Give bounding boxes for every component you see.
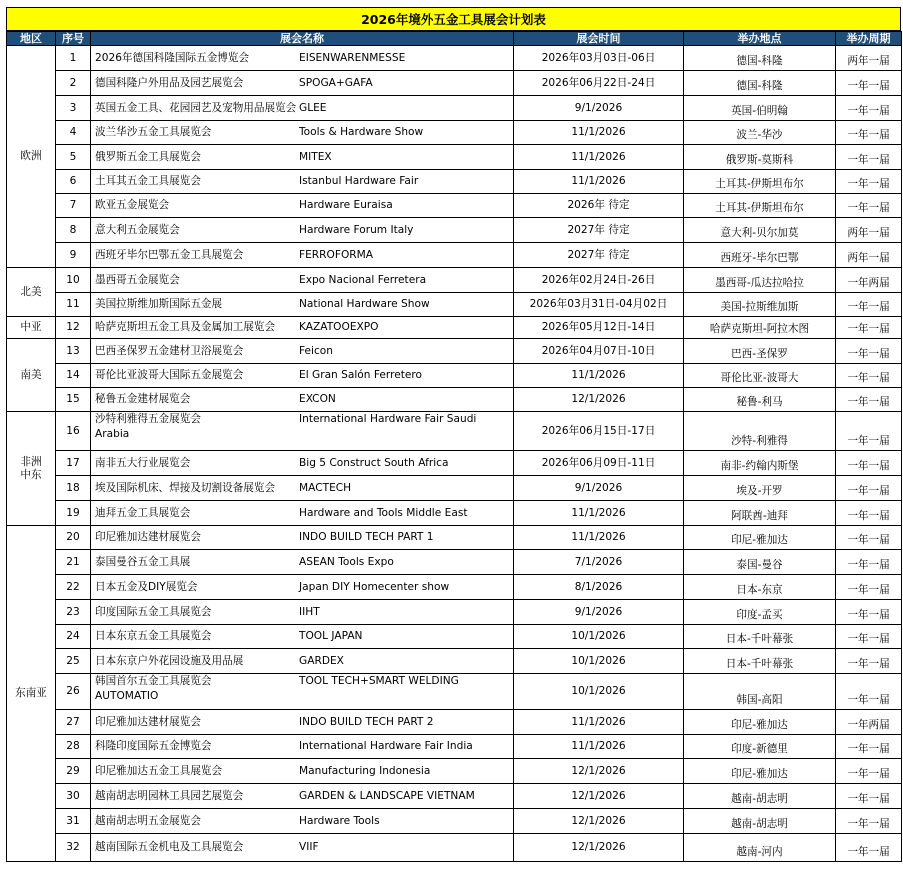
exhibition-name	[91, 96, 514, 121]
exhibition-cycle: 一年一届	[836, 339, 902, 364]
exhibition-time: 10/1/2026	[514, 625, 684, 649]
exhibition-location: 印尼-雅加达	[684, 710, 836, 735]
exhibition-name-cn: 意大利五金展览会	[95, 223, 180, 236]
exhibition-name-en: SPOGA+GAFA	[299, 76, 373, 89]
exhibition-location: 德国-科隆	[684, 46, 836, 71]
exhibition-name-en: KAZATOOEXPO	[299, 321, 379, 333]
table-body	[7, 46, 902, 862]
exhibition-cycle: 一年一届	[836, 526, 902, 550]
exhibition-time: 12/1/2026	[514, 784, 684, 809]
exhibition-location: 土耳其-伊斯坦布尔	[684, 194, 836, 218]
exhibition-cycle: 一年一届	[836, 476, 902, 501]
exhibition-name-en: Manufacturing Indonesia	[299, 764, 431, 777]
exhibition-location: 印度-新德里	[684, 735, 836, 759]
exhibition-time: 2027年 待定	[514, 218, 684, 243]
exhibition-time: 2026年02月24日-26日	[514, 268, 684, 293]
exhibition-cycle: 一年一届	[836, 451, 902, 476]
exhibition-name	[91, 194, 514, 218]
table-row	[7, 364, 902, 388]
exhibition-location: 德国-科隆	[684, 71, 836, 96]
exhibition-cycle: 一年一届	[836, 784, 902, 809]
row-number: 1	[56, 46, 91, 71]
table-row	[7, 710, 902, 735]
exhibition-name-cn: 南非五大行业展览会	[95, 456, 191, 469]
exhibition-name-cn: 土耳其五金工具展览会	[95, 175, 201, 187]
row-number: 3	[56, 96, 91, 121]
table-row	[7, 121, 902, 145]
exhibition-cycle: 一年两届	[836, 268, 902, 293]
exhibition-name-cn: 美国拉斯维加斯国际五金展	[95, 298, 223, 310]
exhibition-name-en: Tools & Hardware Show	[299, 126, 424, 138]
exhibition-location: 日本-千叶幕张	[684, 649, 836, 674]
row-number: 26	[56, 674, 91, 710]
row-number: 21	[56, 550, 91, 575]
exhibition-time: 2026年03月31日-04月02日	[514, 293, 684, 317]
exhibition-name-en: IIHT	[299, 605, 320, 618]
exhibition-name	[91, 243, 514, 268]
exhibition-cycle: 一年一届	[836, 71, 902, 96]
exhibition-cycle: 一年一届	[836, 364, 902, 388]
exhibition-location: 印尼-雅加达	[684, 526, 836, 550]
exhibition-cycle: 一年一届	[836, 170, 902, 194]
exhibition-time: 11/1/2026	[514, 526, 684, 550]
exhibition-cycle: 一年一届	[836, 501, 902, 526]
exhibition-location: 泰国-曼谷	[684, 550, 836, 575]
exhibition-name-en: GARDEX	[299, 654, 344, 667]
exhibition-name	[91, 575, 514, 600]
exhibition-name-cn: 2026年德国科隆国际五金博览会	[95, 51, 250, 64]
exhibition-name	[91, 71, 514, 96]
exhibition-name-en: El Gran Salón Ferretero	[299, 369, 422, 381]
exhibition-time: 9/1/2026	[514, 600, 684, 625]
exhibition-location: 秘鲁-利马	[684, 388, 836, 412]
row-number: 15	[56, 388, 91, 412]
header-row	[7, 32, 902, 46]
exhibition-name-cn: 越南国际五金机电及工具展览会	[95, 841, 244, 853]
exhibition-time: 2026年06月09日-11日	[514, 451, 684, 476]
exhibition-time: 11/1/2026	[514, 735, 684, 759]
exhibition-time: 11/1/2026	[514, 145, 684, 170]
exhibition-time: 7/1/2026	[514, 550, 684, 575]
exhibition-time: 2026年05月12日-14日	[514, 317, 684, 339]
row-number: 9	[56, 243, 91, 268]
exhibition-name-cn: 秘鲁五金建材展览会	[95, 393, 191, 405]
exhibition-name	[91, 550, 514, 575]
row-number: 14	[56, 364, 91, 388]
exhibition-name-en: GLEE	[299, 101, 327, 114]
exhibition-name-cn: 俄罗斯五金工具展览会	[95, 150, 201, 163]
table-row	[7, 46, 902, 71]
exhibition-time: 2026年04月07日-10日	[514, 339, 684, 364]
table-row	[7, 268, 902, 293]
table-row	[7, 784, 902, 809]
row-number: 11	[56, 293, 91, 317]
table-row	[7, 625, 902, 649]
exhibition-name	[91, 364, 514, 388]
table-row	[7, 194, 902, 218]
table-row	[7, 674, 902, 710]
exhibition-name	[91, 317, 514, 339]
table-row	[7, 451, 902, 476]
row-number: 31	[56, 809, 91, 834]
exhibition-name	[91, 451, 514, 476]
row-number: 17	[56, 451, 91, 476]
table-row	[7, 735, 902, 759]
exhibition-name-cn: 日本东京五金工具展览会	[95, 630, 212, 642]
table-row	[7, 71, 902, 96]
header-region: 地区	[7, 32, 56, 46]
region-cell: 东南亚	[7, 526, 56, 862]
table-row	[7, 243, 902, 268]
exhibition-name	[91, 600, 514, 625]
exhibition-location: 哈萨克斯坦-阿拉木图	[684, 317, 836, 339]
exhibition-name-cn: 泰国曼谷五金工具展	[95, 555, 191, 568]
exhibition-name-cn: 迪拜五金工具展览会	[95, 506, 191, 519]
exhibition-name-en: INDO BUILD TECH PART 2	[299, 715, 434, 728]
exhibition-name-cn: 印尼雅加达五金工具展览会	[95, 764, 223, 777]
table-row	[7, 649, 902, 674]
table-row	[7, 501, 902, 526]
exhibition-location: 土耳其-伊斯坦布尔	[684, 170, 836, 194]
header-name: 展会名称	[91, 32, 514, 46]
table-row	[7, 526, 902, 550]
exhibition-name-cn: 越南胡志明五金展览会	[95, 814, 201, 827]
exhibition-name-cn: 韩国首尔五金工具展览会	[95, 675, 212, 687]
exhibition-cycle: 一年一届	[836, 625, 902, 649]
table-row	[7, 218, 902, 243]
exhibition-name-cn: 西班牙毕尔巴鄂五金工具展览会	[95, 248, 244, 261]
header-cycle: 举办周期	[836, 32, 902, 46]
row-number: 23	[56, 600, 91, 625]
exhibition-cycle: 一年一届	[836, 600, 902, 625]
exhibition-location: 越南-河内	[684, 834, 836, 862]
exhibition-name	[91, 784, 514, 809]
exhibition-location: 印尼-雅加达	[684, 759, 836, 784]
exhibition-location: 巴西-圣保罗	[684, 339, 836, 364]
row-number: 25	[56, 649, 91, 674]
table-row	[7, 170, 902, 194]
row-number: 30	[56, 784, 91, 809]
exhibition-cycle: 一年一届	[836, 293, 902, 317]
exhibition-name	[91, 268, 514, 293]
exhibition-name-en: TOOL TECH+SMART WELDING	[299, 675, 459, 687]
exhibition-cycle: 一年一届	[836, 121, 902, 145]
row-number: 20	[56, 526, 91, 550]
exhibition-name	[91, 388, 514, 412]
exhibition-name-cn: 越南胡志明园林工具园艺展览会	[95, 789, 244, 802]
row-number: 22	[56, 575, 91, 600]
exhibition-name-en: EXCON	[299, 393, 336, 405]
row-number: 18	[56, 476, 91, 501]
exhibition-name	[91, 809, 514, 834]
exhibition-location: 越南-胡志明	[684, 784, 836, 809]
region-cell: 欧洲	[7, 46, 56, 268]
exhibition-name-en: Hardware Tools	[299, 814, 380, 827]
row-number: 28	[56, 735, 91, 759]
exhibition-location: 阿联酋-迪拜	[684, 501, 836, 526]
exhibition-name-cn: 墨西哥五金展览会	[95, 273, 180, 286]
exhibition-time: 2026年 待定	[514, 194, 684, 218]
exhibition-name	[91, 759, 514, 784]
exhibition-name-cn: 英国五金工具、花园园艺及宠物用品展览会	[95, 101, 297, 114]
exhibition-name-cn: 科隆印度国际五金博览会	[95, 740, 212, 752]
exhibition-cycle: 一年一届	[836, 194, 902, 218]
row-number: 13	[56, 339, 91, 364]
exhibition-location: 墨西哥-瓜达拉哈拉	[684, 268, 836, 293]
exhibition-location: 埃及-开罗	[684, 476, 836, 501]
exhibition-name-cn: 巴西圣保罗五金建材卫浴展览会	[95, 344, 244, 357]
exhibition-time: 12/1/2026	[514, 834, 684, 862]
exhibition-name-en: Istanbul Hardware Fair	[299, 175, 419, 187]
region-cell: 中亚	[7, 317, 56, 339]
exhibition-cycle: 一年一届	[836, 388, 902, 412]
exhibition-time: 8/1/2026	[514, 575, 684, 600]
exhibition-cycle: 一年一届	[836, 649, 902, 674]
row-number: 32	[56, 834, 91, 862]
exhibition-name	[91, 501, 514, 526]
row-number: 10	[56, 268, 91, 293]
exhibition-cycle: 一年一届	[836, 759, 902, 784]
row-number: 2	[56, 71, 91, 96]
exhibition-name	[91, 121, 514, 145]
exhibition-time: 11/1/2026	[514, 364, 684, 388]
exhibition-name-en: TOOL JAPAN	[299, 630, 363, 642]
table-row	[7, 575, 902, 600]
exhibition-name	[91, 476, 514, 501]
exhibition-name-en: MITEX	[299, 150, 332, 163]
exhibition-location: 西班牙-毕尔巴鄂	[684, 243, 836, 268]
exhibition-name	[91, 293, 514, 317]
exhibition-cycle: 两年一届	[836, 218, 902, 243]
exhibition-name	[91, 625, 514, 649]
header-time: 展会时间	[514, 32, 684, 46]
exhibition-location: 俄罗斯-莫斯科	[684, 145, 836, 170]
exhibition-name-cn: 欧亚五金展览会	[95, 199, 170, 211]
exhibition-name	[91, 674, 514, 710]
exhibition-location: 意大利-贝尔加莫	[684, 218, 836, 243]
row-number: 16	[56, 412, 91, 451]
exhibition-location: 波兰-华沙	[684, 121, 836, 145]
exhibition-name-en: International Hardware Fair India	[299, 740, 473, 752]
region-cell: 非洲 中东	[7, 412, 56, 526]
exhibition-location: 沙特-利雅得	[684, 412, 836, 451]
exhibition-name-en: VIIF	[299, 841, 319, 853]
exhibition-name-en: Hardware Euraisa	[299, 199, 393, 211]
exhibition-name	[91, 526, 514, 550]
exhibition-cycle: 一年一届	[836, 317, 902, 339]
exhibition-cycle: 一年一届	[836, 145, 902, 170]
table-row	[7, 550, 902, 575]
table-row	[7, 759, 902, 784]
exhibition-cycle: 一年一届	[836, 834, 902, 862]
exhibition-location: 哥伦比亚-波哥大	[684, 364, 836, 388]
exhibition-name-cn: 哥伦比亚波哥大国际五金展览会	[95, 369, 244, 381]
exhibition-name-en: National Hardware Show	[299, 298, 430, 310]
table-row	[7, 809, 902, 834]
exhibition-location: 美国-拉斯维加斯	[684, 293, 836, 317]
row-number: 6	[56, 170, 91, 194]
exhibition-location: 英国-伯明翰	[684, 96, 836, 121]
exhibition-name-cn: 日本东京户外花园设施及用品展	[95, 654, 244, 667]
exhibition-name-continued: AUTOMATIO	[95, 690, 159, 702]
table-row	[7, 476, 902, 501]
exhibition-name	[91, 170, 514, 194]
exhibition-name-cn: 日本五金及DIY展览会	[95, 580, 198, 593]
exhibition-name	[91, 46, 514, 71]
row-number: 4	[56, 121, 91, 145]
exhibition-time: 12/1/2026	[514, 809, 684, 834]
exhibition-name	[91, 834, 514, 862]
exhibition-cycle: 一年一届	[836, 550, 902, 575]
row-number: 27	[56, 710, 91, 735]
exhibition-time: 12/1/2026	[514, 759, 684, 784]
exhibition-name-en: MACTECH	[299, 481, 352, 494]
exhibition-name	[91, 145, 514, 170]
exhibition-cycle: 一年一届	[836, 412, 902, 451]
exhibition-location: 南非-约翰内斯堡	[684, 451, 836, 476]
exhibition-name-en: Hardware Forum Italy	[299, 223, 414, 236]
exhibition-time: 9/1/2026	[514, 96, 684, 121]
exhibition-location: 日本-东京	[684, 575, 836, 600]
exhibition-name-en: EISENWARENMESSE	[299, 51, 406, 64]
exhibition-name	[91, 649, 514, 674]
exhibition-name-en: FERROFORMA	[299, 248, 374, 261]
exhibition-name-en: Expo Nacional Ferretera	[299, 273, 427, 286]
exhibition-name-cn: 埃及国际机床、焊接及切割设备展览会	[95, 481, 276, 494]
header-location: 举办地点	[684, 32, 836, 46]
exhibition-time: 10/1/2026	[514, 649, 684, 674]
exhibition-name-en: ASEAN Tools Expo	[299, 555, 394, 568]
exhibition-time: 2026年03月03日-06日	[514, 46, 684, 71]
exhibition-cycle: 两年一届	[836, 243, 902, 268]
exhibition-location: 越南-胡志明	[684, 809, 836, 834]
sheet-title: 2026年境外五金工具展会计划表	[6, 7, 901, 31]
exhibition-time: 2026年06月15日-17日	[514, 412, 684, 451]
row-number: 12	[56, 317, 91, 339]
row-number: 7	[56, 194, 91, 218]
header-num: 序号	[56, 32, 91, 46]
exhibition-time: 2026年06月22日-24日	[514, 71, 684, 96]
table-row	[7, 317, 902, 339]
exhibition-name-en: GARDEN & LANDSCAPE VIETNAM	[299, 789, 475, 802]
exhibition-time: 12/1/2026	[514, 388, 684, 412]
exhibition-name-en: Japan DIY Homecenter show	[299, 580, 450, 593]
exhibition-cycle: 两年一届	[836, 46, 902, 71]
exhibition-sheet	[6, 7, 901, 862]
exhibition-time: 11/1/2026	[514, 121, 684, 145]
exhibition-name-cn: 沙特利雅得五金展览会	[95, 413, 201, 425]
exhibition-location: 日本-千叶幕张	[684, 625, 836, 649]
exhibition-cycle: 一年一届	[836, 674, 902, 710]
exhibition-location: 印度-孟买	[684, 600, 836, 625]
exhibition-name-en: INDO BUILD TECH PART 1	[299, 531, 434, 543]
table-row	[7, 339, 902, 364]
exhibition-cycle: 一年一届	[836, 96, 902, 121]
exhibition-name-cn: 印度国际五金工具展览会	[95, 605, 212, 618]
exhibition-cycle: 一年一届	[836, 575, 902, 600]
table-row	[7, 96, 902, 121]
table-row	[7, 388, 902, 412]
exhibition-name-en: Big 5 Construct South Africa	[299, 456, 449, 469]
region-cell: 南美	[7, 339, 56, 412]
row-number: 24	[56, 625, 91, 649]
exhibition-name-en: Hardware and Tools Middle East	[299, 506, 468, 519]
exhibition-name-en: International Hardware Fair Saudi	[299, 413, 477, 425]
exhibition-name	[91, 412, 514, 451]
exhibition-location: 韩国-高阳	[684, 674, 836, 710]
exhibition-name-cn: 德国科隆户外用品及园艺展览会	[95, 76, 244, 89]
exhibition-name	[91, 218, 514, 243]
exhibition-name-continued: Arabia	[95, 428, 130, 440]
row-number: 5	[56, 145, 91, 170]
table-row	[7, 145, 902, 170]
row-number: 29	[56, 759, 91, 784]
table-row	[7, 834, 902, 862]
exhibition-time: 11/1/2026	[514, 501, 684, 526]
exhibition-time: 11/1/2026	[514, 170, 684, 194]
region-cell: 北美	[7, 268, 56, 317]
exhibition-cycle: 一年一届	[836, 809, 902, 834]
exhibition-name-en: Feicon	[299, 344, 333, 357]
exhibition-name	[91, 735, 514, 759]
exhibition-time: 2027年 待定	[514, 243, 684, 268]
exhibition-time: 9/1/2026	[514, 476, 684, 501]
table-row	[7, 293, 902, 317]
row-number: 8	[56, 218, 91, 243]
exhibition-name-cn: 印尼雅加达建材展览会	[95, 531, 201, 543]
exhibition-table	[6, 31, 902, 862]
exhibition-cycle: 一年一届	[836, 735, 902, 759]
row-number: 19	[56, 501, 91, 526]
exhibition-name-cn: 哈萨克斯坦五金工具及金属加工展览会	[95, 321, 276, 333]
exhibition-name	[91, 710, 514, 735]
exhibition-cycle: 一年两届	[836, 710, 902, 735]
exhibition-time: 11/1/2026	[514, 710, 684, 735]
exhibition-time: 10/1/2026	[514, 674, 684, 710]
table-row	[7, 412, 902, 451]
exhibition-name-cn: 印尼雅加达建材展览会	[95, 715, 201, 728]
exhibition-name-cn: 波兰华沙五金工具展览会	[95, 126, 212, 138]
table-row	[7, 600, 902, 625]
exhibition-name	[91, 339, 514, 364]
